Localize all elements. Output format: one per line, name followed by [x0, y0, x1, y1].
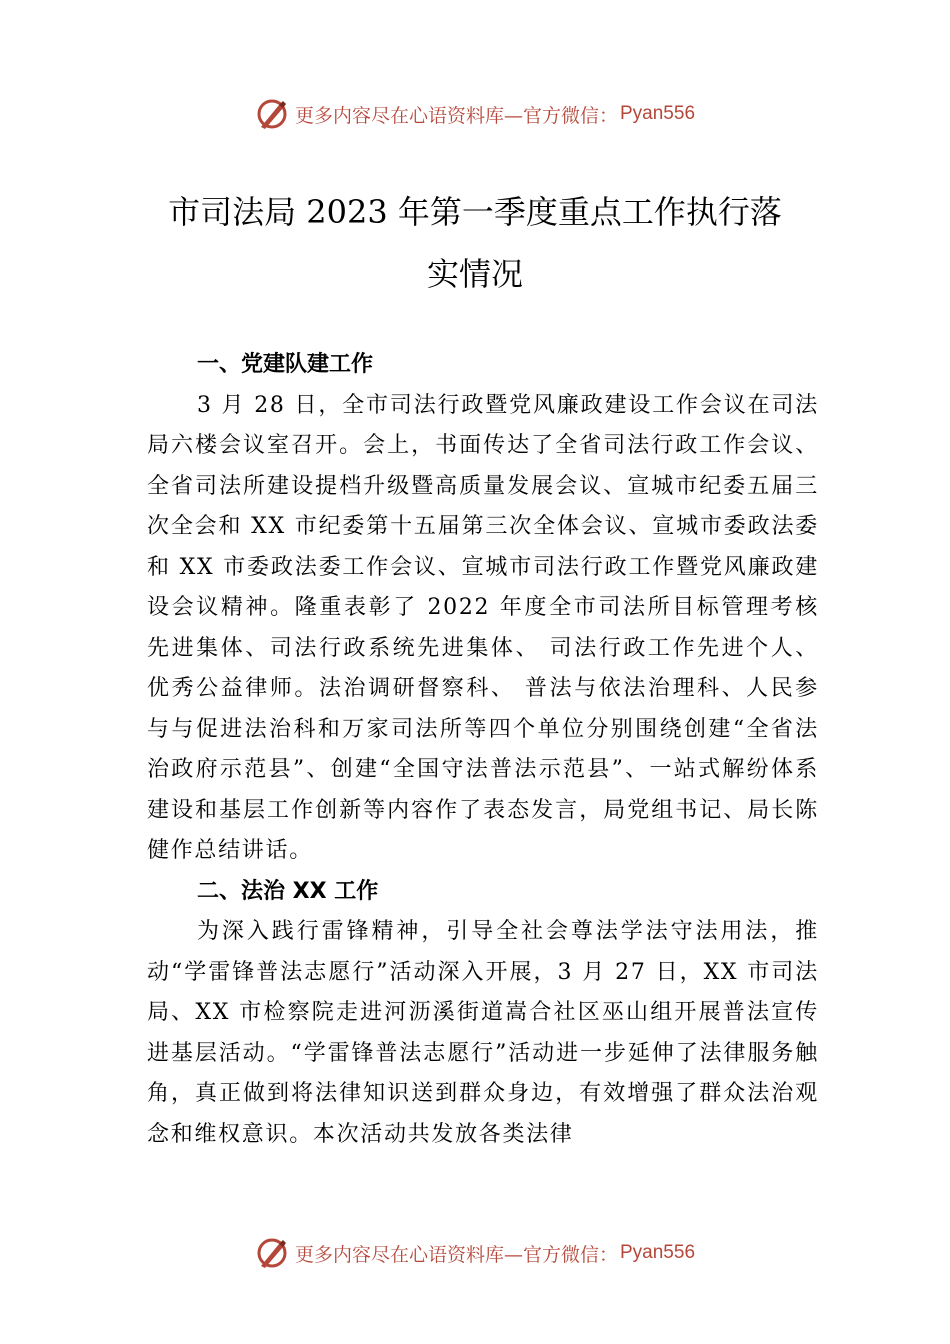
banner-account: Pyan556 [620, 103, 696, 124]
banner-text: 更多内容尽在心语资料库—官方微信： [294, 1243, 618, 1266]
title-line-2: 实情况 [426, 255, 523, 293]
document-body [147, 345, 819, 1155]
section-heading-1: 一、党建队建工作 [197, 352, 374, 377]
title-line-1: 市司法局 2023 年第一季度重点工作执行落 [168, 193, 782, 231]
banner-text: 更多内容尽在心语资料库—官方微信： [294, 104, 618, 127]
document-title [120, 186, 830, 300]
section-heading-2: 二、法治 XX 工作 [197, 878, 379, 904]
footer-banner [0, 1233, 950, 1273]
pen-circle-logo-icon [255, 1236, 289, 1270]
section-paragraph-1: 3 月 28 日，全市司法行政暨党风廉政建设工作会议在司法局六楼会议室召开。会上，书面传达了全省司法行政工作会议、全省司法所建设提档升级暨高质量发展会议、宣城市纪委五届三次全会和 XX 市纪委第十五届第三次全体会议、宣城市委政法委和 XX 市委政法委工作会议、宣城市司法行政工作暨党风廉政建设会议精神。隆重表彰了 2022 年度全市司法所目标管理考核先进集体、司法行政系统先进集体、 司法行政工作先进个人、优秀公益律师。法治调研督察科、 普法与依法治理科、人民参与与促进法治科和万家司法所等四个单位分别围绕创建“全省法治政府示范县”、创建“全国守法普法示范县”、一站式解纷体系建设和基层工作创新等内容作了表态发言，局党组书记、局长陈健作总结讲话。 [147, 392, 819, 863]
header-banner [0, 94, 950, 134]
section-paragraph-2: 为深入践行雷锋精神，引导全社会尊法学法守法用法，推动“学雷锋普法志愿行”活动深入开展，3 月 27 日，XX 市司法局、XX 市检察院走进河沥溪街道嵩合社区巫山组开展普法宣传进基层活动。“学雷锋普法志愿行”活动进一步延伸了法律服务触角，真正做到将法律知识送到群众身边，有效增强了群众法治观念和维权意识。本次活动共发放各类法律 [147, 919, 819, 1147]
banner-account: Pyan556 [620, 1242, 696, 1263]
pen-circle-logo-icon [255, 97, 289, 131]
